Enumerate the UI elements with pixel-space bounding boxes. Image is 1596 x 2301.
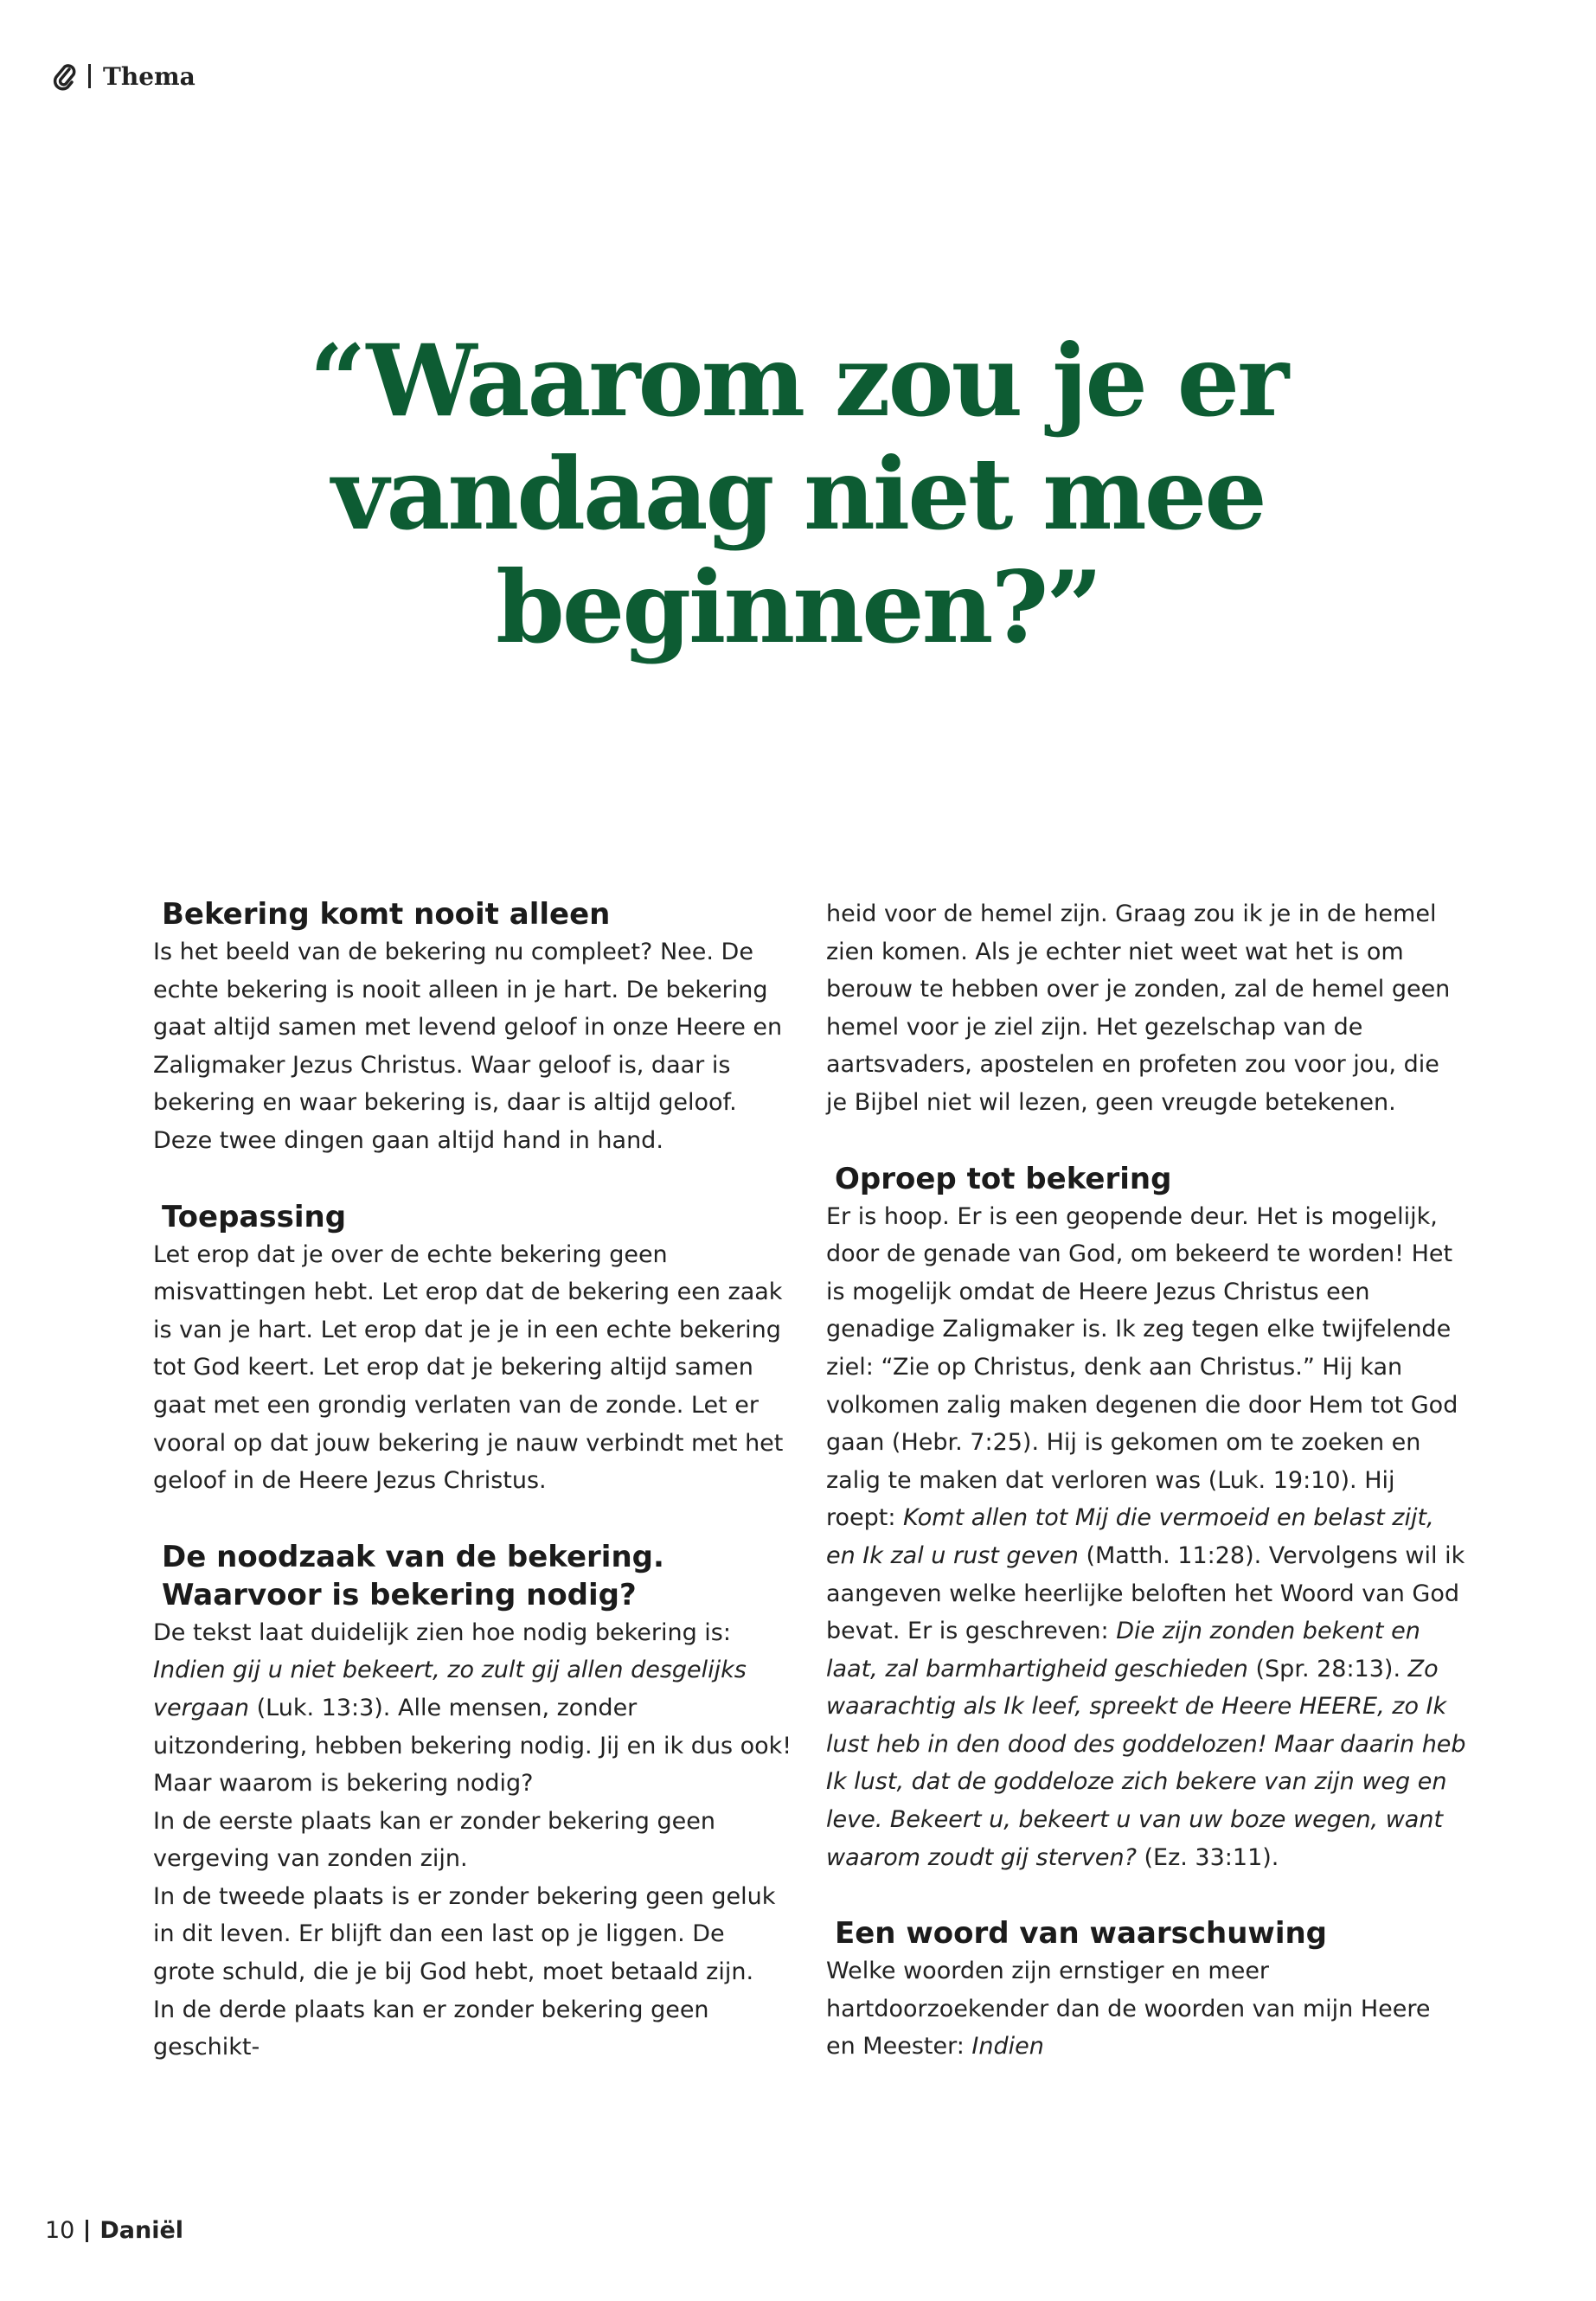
section-heading: Een woord van waarschuwing bbox=[835, 1916, 1328, 1952]
scripture-quote: Komt allen tot Mij die vermoeid en belast zijt, en Ik zal u rust geven bbox=[826, 1504, 1434, 1569]
text: De tekst laat duidelijk zien hoe nodig bekering is: bbox=[153, 1618, 731, 1646]
section-noodzaak-van-de-bekering bbox=[153, 1538, 793, 2067]
footer-separator bbox=[86, 2220, 88, 2242]
page-number: 10 bbox=[45, 2217, 75, 2244]
text: Welke woorden zijn ernstiger en meer hartdoorzoekender dan de woorden van mijn Heere en Meester: bbox=[826, 1958, 1431, 2061]
page-footer bbox=[45, 2217, 183, 2244]
paragraph: In de derde plaats kan er zonder bekering geen geschikt- bbox=[153, 1996, 709, 2061]
header-separator bbox=[88, 64, 91, 88]
section-heading: Toepassing bbox=[162, 1199, 347, 1234]
text: (Spr. 28:13). bbox=[1247, 1655, 1408, 1682]
paragraph: In de tweede plaats is er zonder bekering geen geluk in dit leven. Er blijft dan een last op je liggen. De grote schuld, die je bij God hebt, moet betaald zijn. bbox=[153, 1882, 776, 1986]
paragraph: In de eerste plaats kan er zonder bekering geen vergeving van zonden zijn. bbox=[153, 1807, 716, 1873]
scripture-quote: Indien gij u niet bekeert, zo zult gij allen desgelijks vergaan bbox=[153, 1657, 747, 1721]
section-label: Thema bbox=[103, 61, 195, 91]
paperclip-icon bbox=[52, 61, 78, 91]
scripture-quote: Zo waarachtig als Ik leef, spreekt de Heere HEERE, zo Ik lust heb in den dood des goddelozen! Maar daarin heb Ik lust, dat de goddeloze zich bekere van zijn weg en leve. Bekeert u, bekeert u van uw boze wegen, want waarom zoudt gij sterven? bbox=[826, 1655, 1466, 1871]
section-oproep-tot-bekering bbox=[826, 1160, 1466, 1877]
right-column bbox=[826, 895, 1466, 2104]
magazine-name: Daniël bbox=[99, 2217, 184, 2244]
text: (Matth. 11:28). Vervolgens wil ik aangeven welke heerlijke beloften het Woord van God bevat. Er is geschreven: bbox=[826, 1541, 1465, 1645]
section-bekering-komt-nooit-alleen bbox=[153, 895, 793, 1160]
section-heading: Bekering komt nooit alleen bbox=[162, 897, 611, 932]
paragraph bbox=[153, 1614, 793, 1803]
title-line-3: beginnen?” bbox=[496, 549, 1100, 665]
text: (Ez. 33:11). bbox=[1136, 1843, 1279, 1871]
section-continuation bbox=[826, 895, 1466, 1122]
paragraph bbox=[826, 1952, 1466, 2066]
section-een-woord-van-waarschuwing bbox=[826, 1914, 1466, 2066]
title-line-1: “Waarom zou je er bbox=[309, 323, 1287, 439]
section-body: Is het beeld van de bekering nu compleet? Nee. De echte bekering is nooit alleen in je hart. De bekering gaat altijd samen met levend geloof in onze Heere en Zaligmaker Jezus Christus. Waar geloof is, daar is bekering en waar bekering is, daar is altijd geloof. Deze twee dingen gaan altijd hand in hand. bbox=[153, 939, 783, 1154]
section-body: heid voor de hemel zijn. Graag zou ik je in de hemel zien komen. Als je echter niet weet wat het is om berouw te hebben over je zonden, zal de hemel geen hemel voor je ziel zijn. Het gezelschap van de aartsvaders, apostelen en profeten zou voor jou, die je Bijbel niet wil lezen, geen vreugde betekenen. bbox=[826, 901, 1451, 1116]
paragraph bbox=[826, 1198, 1466, 1877]
section-heading bbox=[153, 1538, 793, 1614]
section-toepassing bbox=[153, 1198, 793, 1500]
scripture-quote: Die zijn zonden bekent en laat, zal barmhartigheid geschieden bbox=[826, 1618, 1420, 1682]
scripture-quote: Indien bbox=[971, 2033, 1044, 2061]
article-title bbox=[260, 324, 1336, 664]
heading-line-1: De noodzaak van de bekering. bbox=[162, 1539, 664, 1574]
section-body: Let erop dat je over de echte bekering geen misvattingen hebt. Let erop dat de bekering een zaak is van je hart. Let erop dat je je in een echte bekering tot God keert. Let erop dat je bekering altijd samen gaat met een grondig verlaten van de zonde. Let er vooral op dat jouw bekering je nauw verbindt met het geloof in de Heere Jezus Christus. bbox=[153, 1240, 784, 1495]
title-line-2: vandaag niet mee bbox=[331, 436, 1265, 552]
page-header bbox=[52, 59, 195, 93]
text: (Luk. 13:3). Alle mensen, zonder uitzondering, hebben bekering nodig. Jij en ik dus ook! Maar waarom is bekering nodig? bbox=[153, 1694, 792, 1798]
section-heading: Oproep tot bekering bbox=[835, 1161, 1172, 1196]
text: Er is hoop. Er is een geopende deur. Het is mogelijk, door de genade van God, om bekeerd te worden! Het is mogelijk omdat de Heere Jezus Christus een genadige Zaligmaker is. Ik zeg tegen elke twijfelende ziel: “Zie op Christus, denk aan Christus.” Hij kan volkomen zalig maken degenen die door Hem tot God gaan (Hebr. 7:25). Hij is gekomen om te zoeken en zalig te maken dat verloren was (Luk. 19:10). Hij roept: bbox=[826, 1202, 1458, 1532]
heading-line-2: Waarvoor is bekering nodig? bbox=[162, 1577, 637, 1612]
left-column bbox=[153, 895, 793, 2105]
